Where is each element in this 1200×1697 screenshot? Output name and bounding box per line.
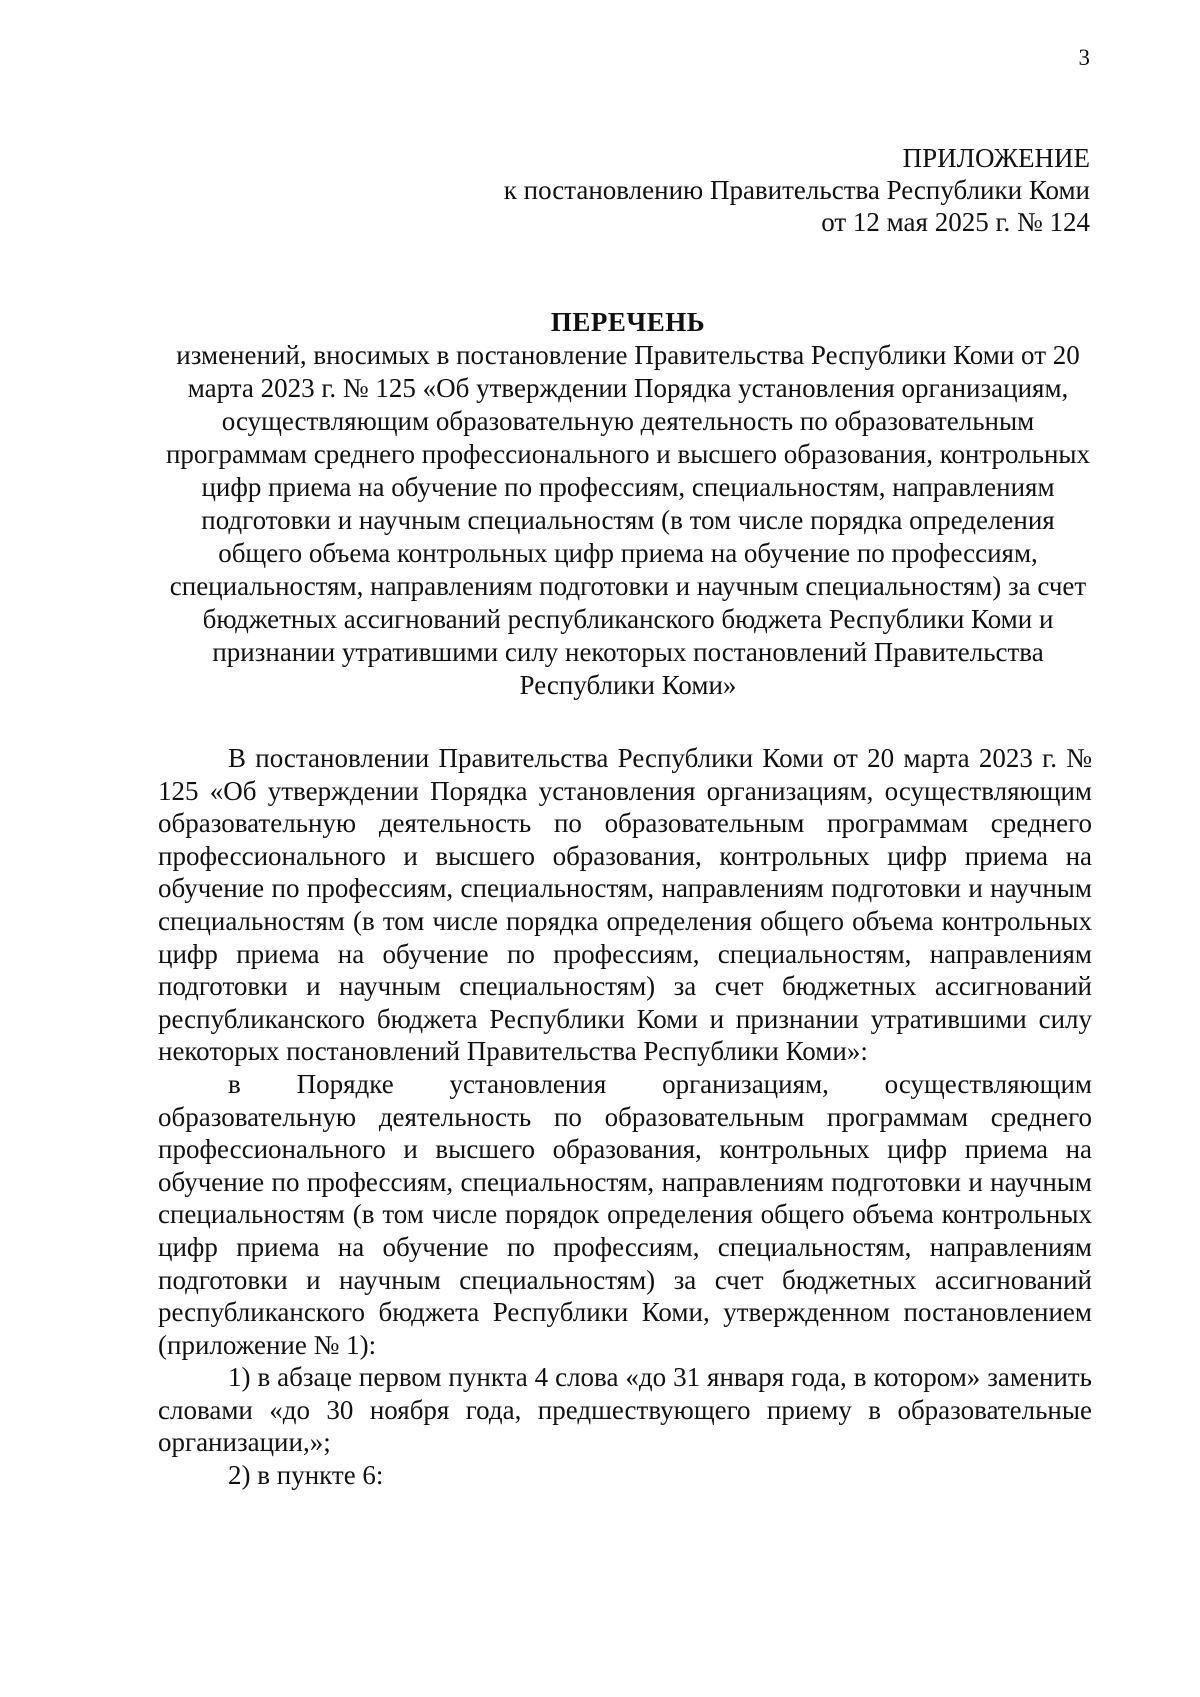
approval-date-number: от 12 мая 2025 г. № 124 bbox=[821, 207, 1090, 237]
body-paragraph-order: в Порядке установления организациям, осуществляющим образовательную деятельность по образовательным программам среднего профессионального и высшего образования, контрольных цифр приема на обучение по профессиям, специальностям, направлениям подготовки и научным специальностям (в том числе порядок определения общего объема контрольных цифр приема на обучение по профессиям, специальностям, направлениям подготовки и научным специальностям) за счет бюджетных ассигнований республиканского бюджета Республики Коми, утвержденном постановлением (приложение № 1): bbox=[158, 1068, 1092, 1360]
approval-stamp-block bbox=[504, 142, 1090, 238]
approval-title: ПРИЛОЖЕНИЕ bbox=[902, 143, 1090, 173]
body-paragraph-item-1: 1) в абзаце первом пункта 4 слова «до 31 января года, в котором» заменить словами «до 30 ноября года, предшествующего приему в образовательные организации,»; bbox=[158, 1362, 1092, 1458]
body-paragraph-intro: В постановлении Правительства Республики Коми от 20 марта 2023 г. № 125 «Об утверждении Порядка установления организациям, осуществляющим образовательную деятельность по образовательным программам среднего профессионального и высшего образования, контрольных цифр приема на обучение по профессиям, специальностям, направлениям подготовки и научным специальностям (в том числе порядка определения общего объема контрольных цифр приема на обучение по профессиям, специальностям, направлениям подготовки и научным специальностям) за счет бюджетных ассигнований республиканского бюджета Республики Коми и признании утратившими силу некоторых постановлений Правительства Республики Коми»: bbox=[158, 743, 1092, 1067]
page-number: 3 bbox=[1078, 45, 1090, 70]
body-paragraph-item-2: 2) в пункте 6: bbox=[228, 1460, 384, 1491]
document-title: ПЕРЕЧЕНЬ bbox=[550, 307, 706, 337]
document-heading bbox=[160, 306, 1096, 702]
document-subtitle: изменений, вносимых в постановление Правительства Республики Коми от 20 марта 2023 г. № 125 «Об утверждении Порядка установления организациям, осуществляющим образовательную деятельность по образовательным программам среднего профессионального и высшего образования, контрольных цифр приема на обучение по профессиям, специальностям, направлениям подготовки и научным специальностям (в том числе порядка определения общего объема контрольных цифр приема на обучение по профессиям, специальностям, направлениям подготовки и научным специальностям) за счет бюджетных ассигнований республиканского бюджета Республики Коми и признании утратившими силу некоторых постановлений Правительства Республики Коми» bbox=[165, 340, 1091, 700]
approval-reference: к постановлению Правительства Республики Коми bbox=[503, 175, 1090, 205]
document-body bbox=[158, 742, 1092, 1492]
